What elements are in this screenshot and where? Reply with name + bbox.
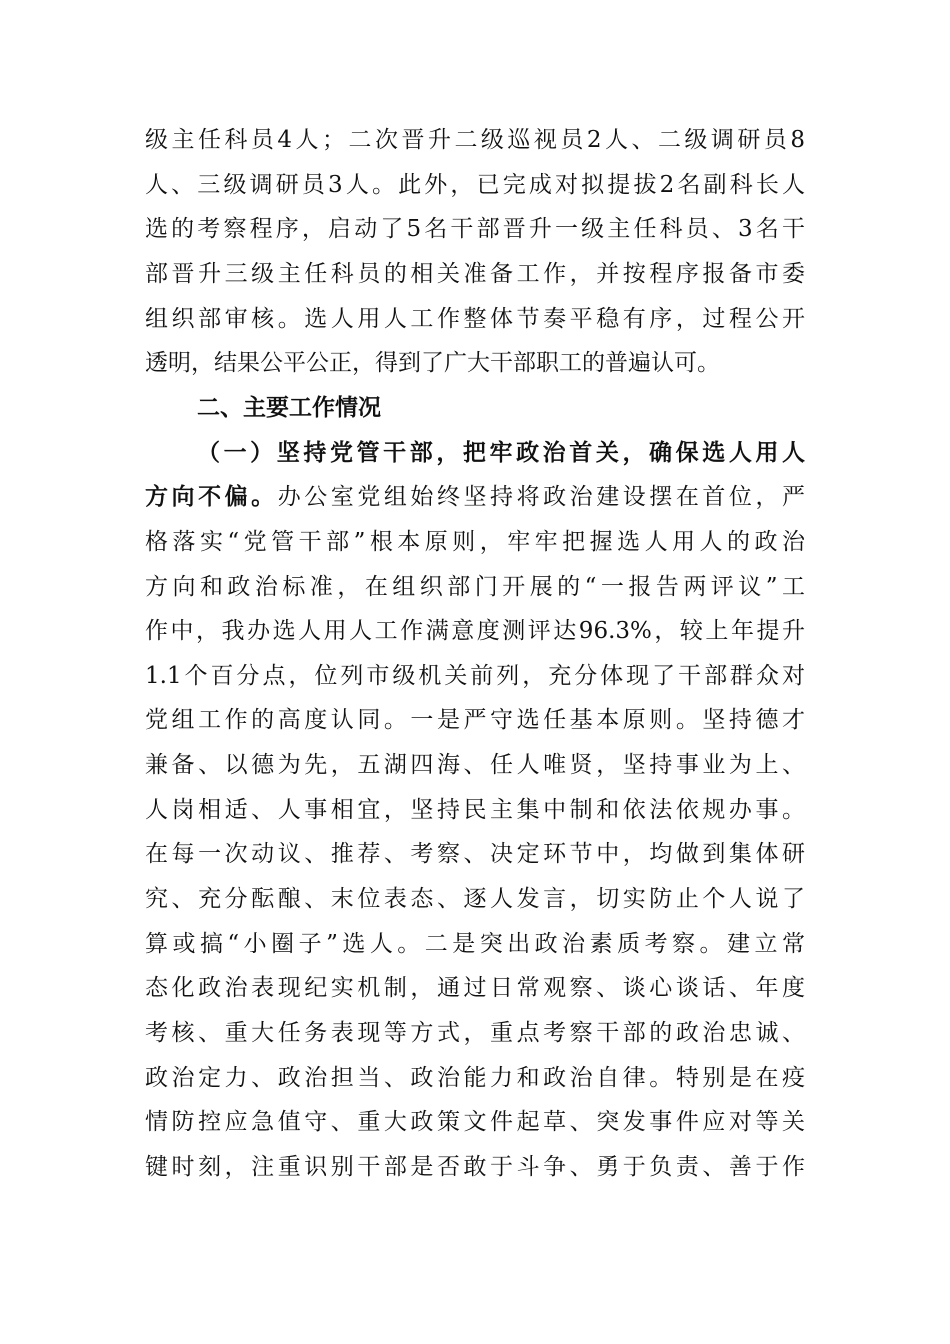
text-line: [145, 1150, 805, 1184]
line-text: 作中，我办选人用人工作满意度测评达96.3%，较上年提升: [145, 618, 805, 645]
line-text: 态化政治表现纪实机制，通过日常观察、谈心谈话、年度: [145, 975, 805, 1002]
text-line: [145, 748, 805, 782]
text-line: [145, 703, 805, 737]
line-text: 政治定力、政治担当、政治能力和政治自律。特别是在疫: [145, 1064, 805, 1091]
line-text: 党组工作的高度认同。一是严守选任基本原则。坚持德才: [145, 707, 805, 734]
bold-lead-text: 方向不偏。: [145, 483, 278, 511]
line-text: 兼备、以德为先，五湖四海、任人唯贤，坚持事业为上、: [145, 752, 805, 779]
text-line: [145, 882, 805, 916]
line-text: （一）坚持党管干部，把牢政治首关，确保选人用人: [197, 438, 805, 466]
line-text: 方向和政治标准，在组织部门开展的“一报告两评议”工: [145, 573, 805, 600]
line-text: 选的考察程序，启动了5名干部晋升一级主任科员、3名干: [145, 216, 805, 243]
section-heading: [197, 391, 381, 425]
text-line: [145, 302, 805, 336]
line-text: 考核、重大任务表现等方式，重点考察干部的政治忠诚、: [145, 1020, 805, 1046]
line-text: 部晋升三级主任科员的相关准备工作，并按程序报备市委: [145, 260, 805, 287]
text-line: [145, 570, 805, 604]
line-text: 透明，结果公平公正，得到了广大干部职工的普遍认可。: [145, 350, 720, 377]
text-line: [145, 1016, 805, 1050]
text-line: [145, 614, 805, 648]
text-line: [145, 346, 805, 380]
text-line: [145, 1105, 805, 1139]
text-line: [197, 436, 805, 470]
text-line: [145, 168, 805, 202]
line-text: 在每一次动议、推荐、考察、决定环节中，均做到集体研: [145, 841, 805, 868]
text-line: [145, 793, 805, 827]
text-line: [145, 123, 805, 157]
line-text: 情防控应急值守、重大政策文件起草、突发事件应对等关: [145, 1109, 805, 1136]
text-line: [145, 971, 805, 1005]
text-line: [145, 257, 805, 291]
text-line: [145, 1061, 805, 1095]
line-text: 算或搞“小圈子”选人。二是突出政治素质考察。建立常: [145, 930, 805, 957]
line-text: 办公室党组始终坚持将政治建设摆在首位，严: [277, 484, 806, 511]
text-line: [145, 525, 805, 559]
line-text: 格落实“党管干部”根本原则，牢牢把握选人用人的政治: [145, 528, 805, 555]
line-text: 人、三级调研员3人。此外，已完成对拟提拔2名副科长人: [145, 171, 805, 198]
line-text: 1.1个百分点，位列市级机关前列，充分体现了干部群众对: [145, 662, 805, 689]
text-line: [145, 212, 805, 246]
text-line: [145, 480, 805, 514]
text-line: [145, 837, 805, 871]
line-text: 组织部审核。选人用人工作整体节奏平稳有序，过程公开: [145, 305, 805, 332]
line-text: 二、主要工作情况: [197, 394, 381, 421]
text-line: [145, 659, 805, 693]
line-text: 级主任科员4人；二次晋升二级巡视员2人、二级调研员8: [145, 127, 805, 153]
text-line: [145, 927, 805, 961]
line-text: 人岗相适、人事相宜，坚持民主集中制和依法依规办事。: [145, 796, 805, 823]
line-text: 究、充分酝酿、末位表态、逐人发言，切实防止个人说了: [145, 886, 805, 913]
line-text: 键时刻，注重识别干部是否敢于斗争、勇于负责、善于作: [145, 1153, 805, 1180]
